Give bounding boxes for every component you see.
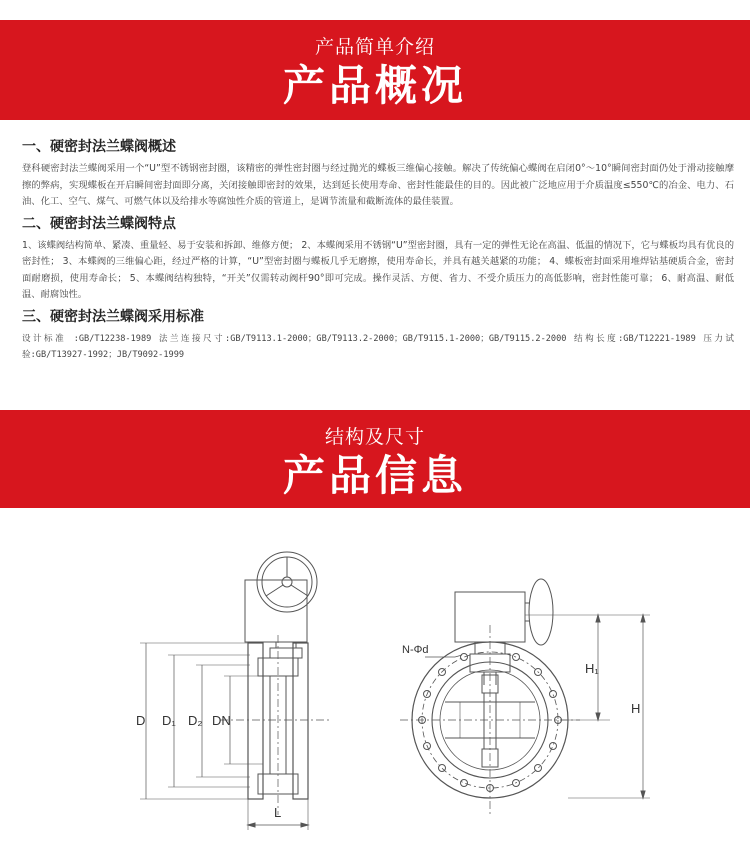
section-title: 产品概况 xyxy=(282,61,467,110)
overview-paragraph: 登科硬密封法兰蝶阀采用一个“U”型不锈钢密封圈，该精密的弹性密封圈与经过抛光的蝶板三维偏心接触。解决了传统偏心蝶阀在启闭0°～10°瞬间密封面仍处于滑动接触摩擦的弊病，实现蝶板在开启瞬间密封面即分离，关闭接触即密封的效果，达到延长使用寿命、密封性能最佳的目的。因此被广泛地应用于介质温度≤550℃的冶金、电力、石油、化工、空气、煤气、可燃气体以及给排水等腐蚀性介质的管道上，是调节流量和截断流体的最佳装置。 xyxy=(22,163,734,207)
standards-heading: 三、硬密封法兰蝶阀采用标准 xyxy=(22,308,204,325)
section-subtitle: 结构及尺寸 xyxy=(324,426,425,448)
actuator-box xyxy=(455,592,525,642)
front-view xyxy=(400,579,650,815)
overview-heading: 一、硬密封法兰蝶阀概述 xyxy=(22,139,176,155)
section-title: 产品信息 xyxy=(282,451,467,500)
actuator-wheel xyxy=(529,579,553,645)
dim-label-H1: H₁ xyxy=(585,661,599,676)
section-banner-info xyxy=(0,410,750,508)
dim-label-H: H xyxy=(631,701,641,716)
features-paragraph: 1、该蝶阀结构简单、紧凑、重量轻、易于安装和拆卸、维修方便； 2、本蝶阀采用不锈钢“U”型密封圈，具有一定的弹性无论在高温、低温的情况下，它与蝶板均具有优良的密封性； 3、本蝶阀的三维偏心距，经过严格的计算，“U”型密封圈与蝶板几乎无磨擦，使用寿命长，并具有越关越紧的功能； 4、蝶板密封面采用堆焊钴基硬质合金，密封面耐磨损，使用寿命长； 5、本蝶阀结构独特，“开关”仅需转动阀杆90°即可完成。操作灵活、方便、省力、不受介质压力的高低影响，密封性能可靠； 6、耐高温、耐低温、耐腐蚀性。 xyxy=(22,239,734,300)
handwheel-hub xyxy=(282,577,292,587)
dim-label-N-phi-d: N-Φd xyxy=(402,644,429,656)
dim-label-L: L xyxy=(274,805,282,820)
dim-label-DN: DN xyxy=(212,713,231,728)
dim-label-D: D xyxy=(136,713,146,728)
side-view xyxy=(140,552,330,830)
section-subtitle: 产品简单介绍 xyxy=(314,36,435,58)
valve-technical-drawing xyxy=(0,515,750,862)
features-heading: 二、硬密封法兰蝶阀特点 xyxy=(22,215,176,232)
standards-paragraph: 设计标准 :GB/T12238-1989 法兰连接尺寸:GB/T9113.1-2000；GB/T9113.2-2000；GB/T9115.1-2000；GB/T9115.2-2000 结构长度:GB/T12221-1989 压力试验:GB/T13927-1992；JB/T9092-1999 xyxy=(22,333,734,360)
section-banner-overview xyxy=(0,20,750,120)
overview-content xyxy=(22,134,734,367)
dim-label-D1: D₁ xyxy=(162,713,176,728)
dim-label-D2: D₂ xyxy=(188,713,203,728)
